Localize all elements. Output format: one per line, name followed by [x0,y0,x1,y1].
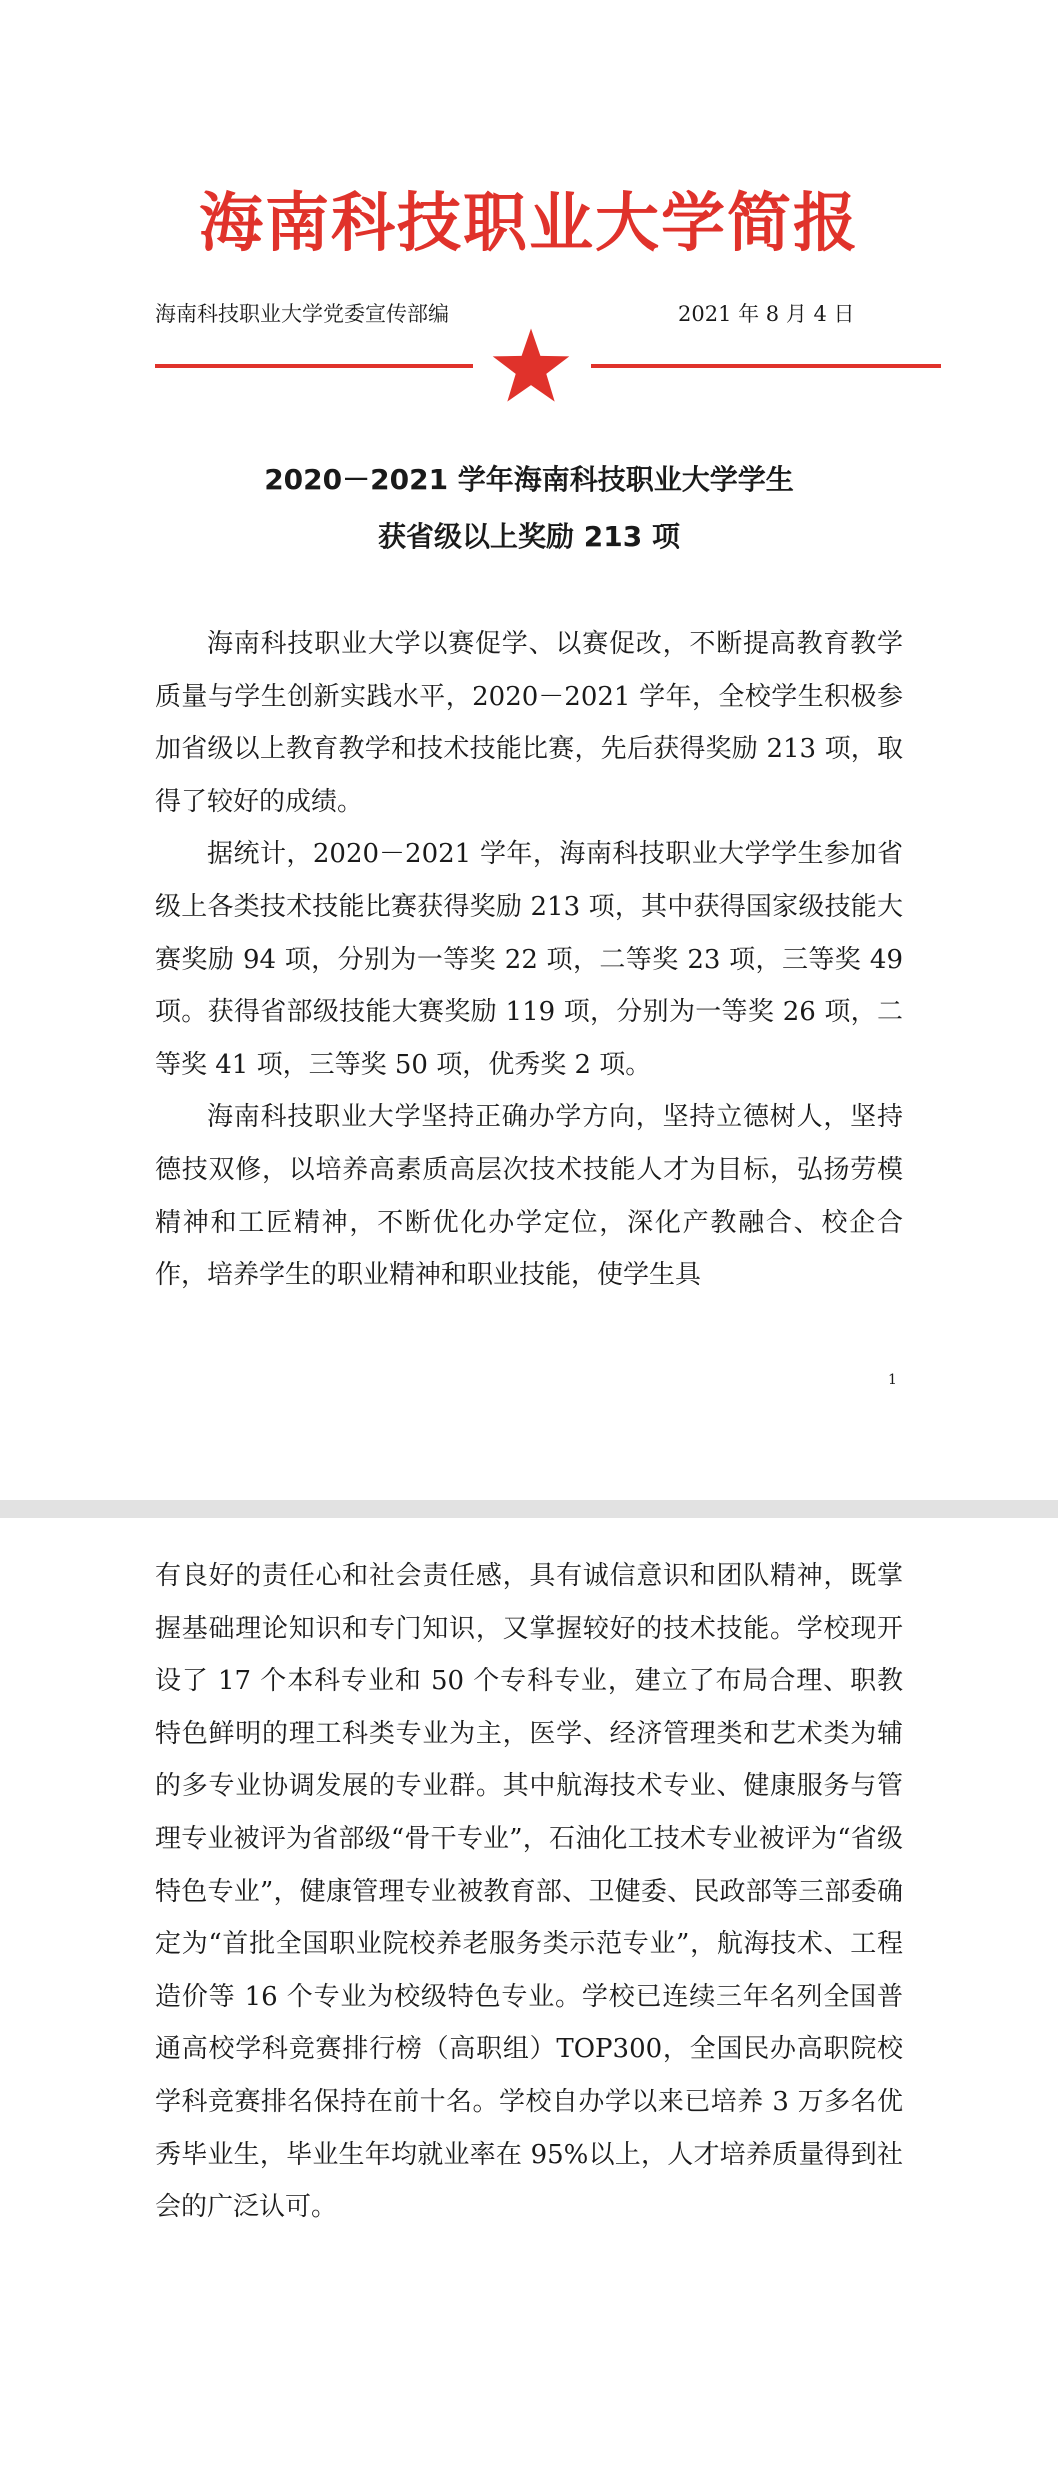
divider-rule-left [155,364,473,368]
article-headline-line-2: 获省级以上奖励 213 项 [378,520,680,553]
document-page-2 [0,1518,1058,2478]
paragraph: 海南科技职业大学以赛促学、以赛促改，不断提高教育教学质量与学生创新实践水平，2020－2021 学年，全校学生积极参加省级以上教育教学和技术技能比赛，先后获得奖励 213 项，取得了较好的成绩。 [155,629,903,817]
newsletter-masthead: 海南科技职业大学简报 [199,187,859,261]
publish-date: 2021 年 8 月 4 日 [678,302,855,326]
article-body-continued [155,1550,903,2234]
article-body [155,618,903,1302]
editor-line: 海南科技职业大学党委宣传部编 [155,302,449,326]
article-headline-line-1: 2020－2021 学年海南科技职业大学学生 [264,463,794,496]
paragraph: 有良好的责任心和社会责任感，具有诚信意识和团队精神，既掌握基础理论知识和专门知识，又掌握较好的技术技能。学校现开设了 17 个本科专业和 50 个专科专业，建立了布局合理、职教特色鲜明的理工科类专业为主，医学、经济管理类和艺术类为辅的多专业协调发展的专业群。其中航海技术专业、健康服务与管理专业被评为省部级“骨干专业”，石油化工技术专业被评为“省级特色专业”，健康管理专业被教育部、卫健委、民政部等三部委确定为“首批全国职业院校养老服务类示范专业”，航海技术、工程造价等 16 个专业为校级特色专业。学校已连续三年名列全国普通高校学科竞赛排行榜（高职组）TOP300，全国民办高职院校学科竞赛排名保持在前十名。学校自办学以来已培养 3 万多名优秀毕业生，毕业生年均就业率在 95%以上，人才培养质量得到社会的广泛认可。 [155,1561,903,2223]
star-icon [489,326,573,410]
page-number: 1 [888,1372,897,1388]
paragraph: 据统计，2020－2021 学年，海南科技职业大学学生参加省级上各类技术技能比赛获得奖励 213 项，其中获得国家级技能大赛奖励 94 项，分别为一等奖 22 项，二等奖 23 项，三等奖 49 项。获得省部级技能大赛奖励 119 项，分别为一等奖 26 项，二等奖 41 项，三等奖 50 项，优秀奖 2 项。 [155,839,903,1080]
paragraph: 海南科技职业大学坚持正确办学方向，坚持立德树人，坚持德技双修，以培养高素质高层次技术技能人才为目标，弘扬劳模精神和工匠精神，不断优化办学定位，深化产教融合、校企合作，培养学生的职业精神和职业技能，使学生具 [155,1102,903,1291]
divider-rule-right [591,364,941,368]
